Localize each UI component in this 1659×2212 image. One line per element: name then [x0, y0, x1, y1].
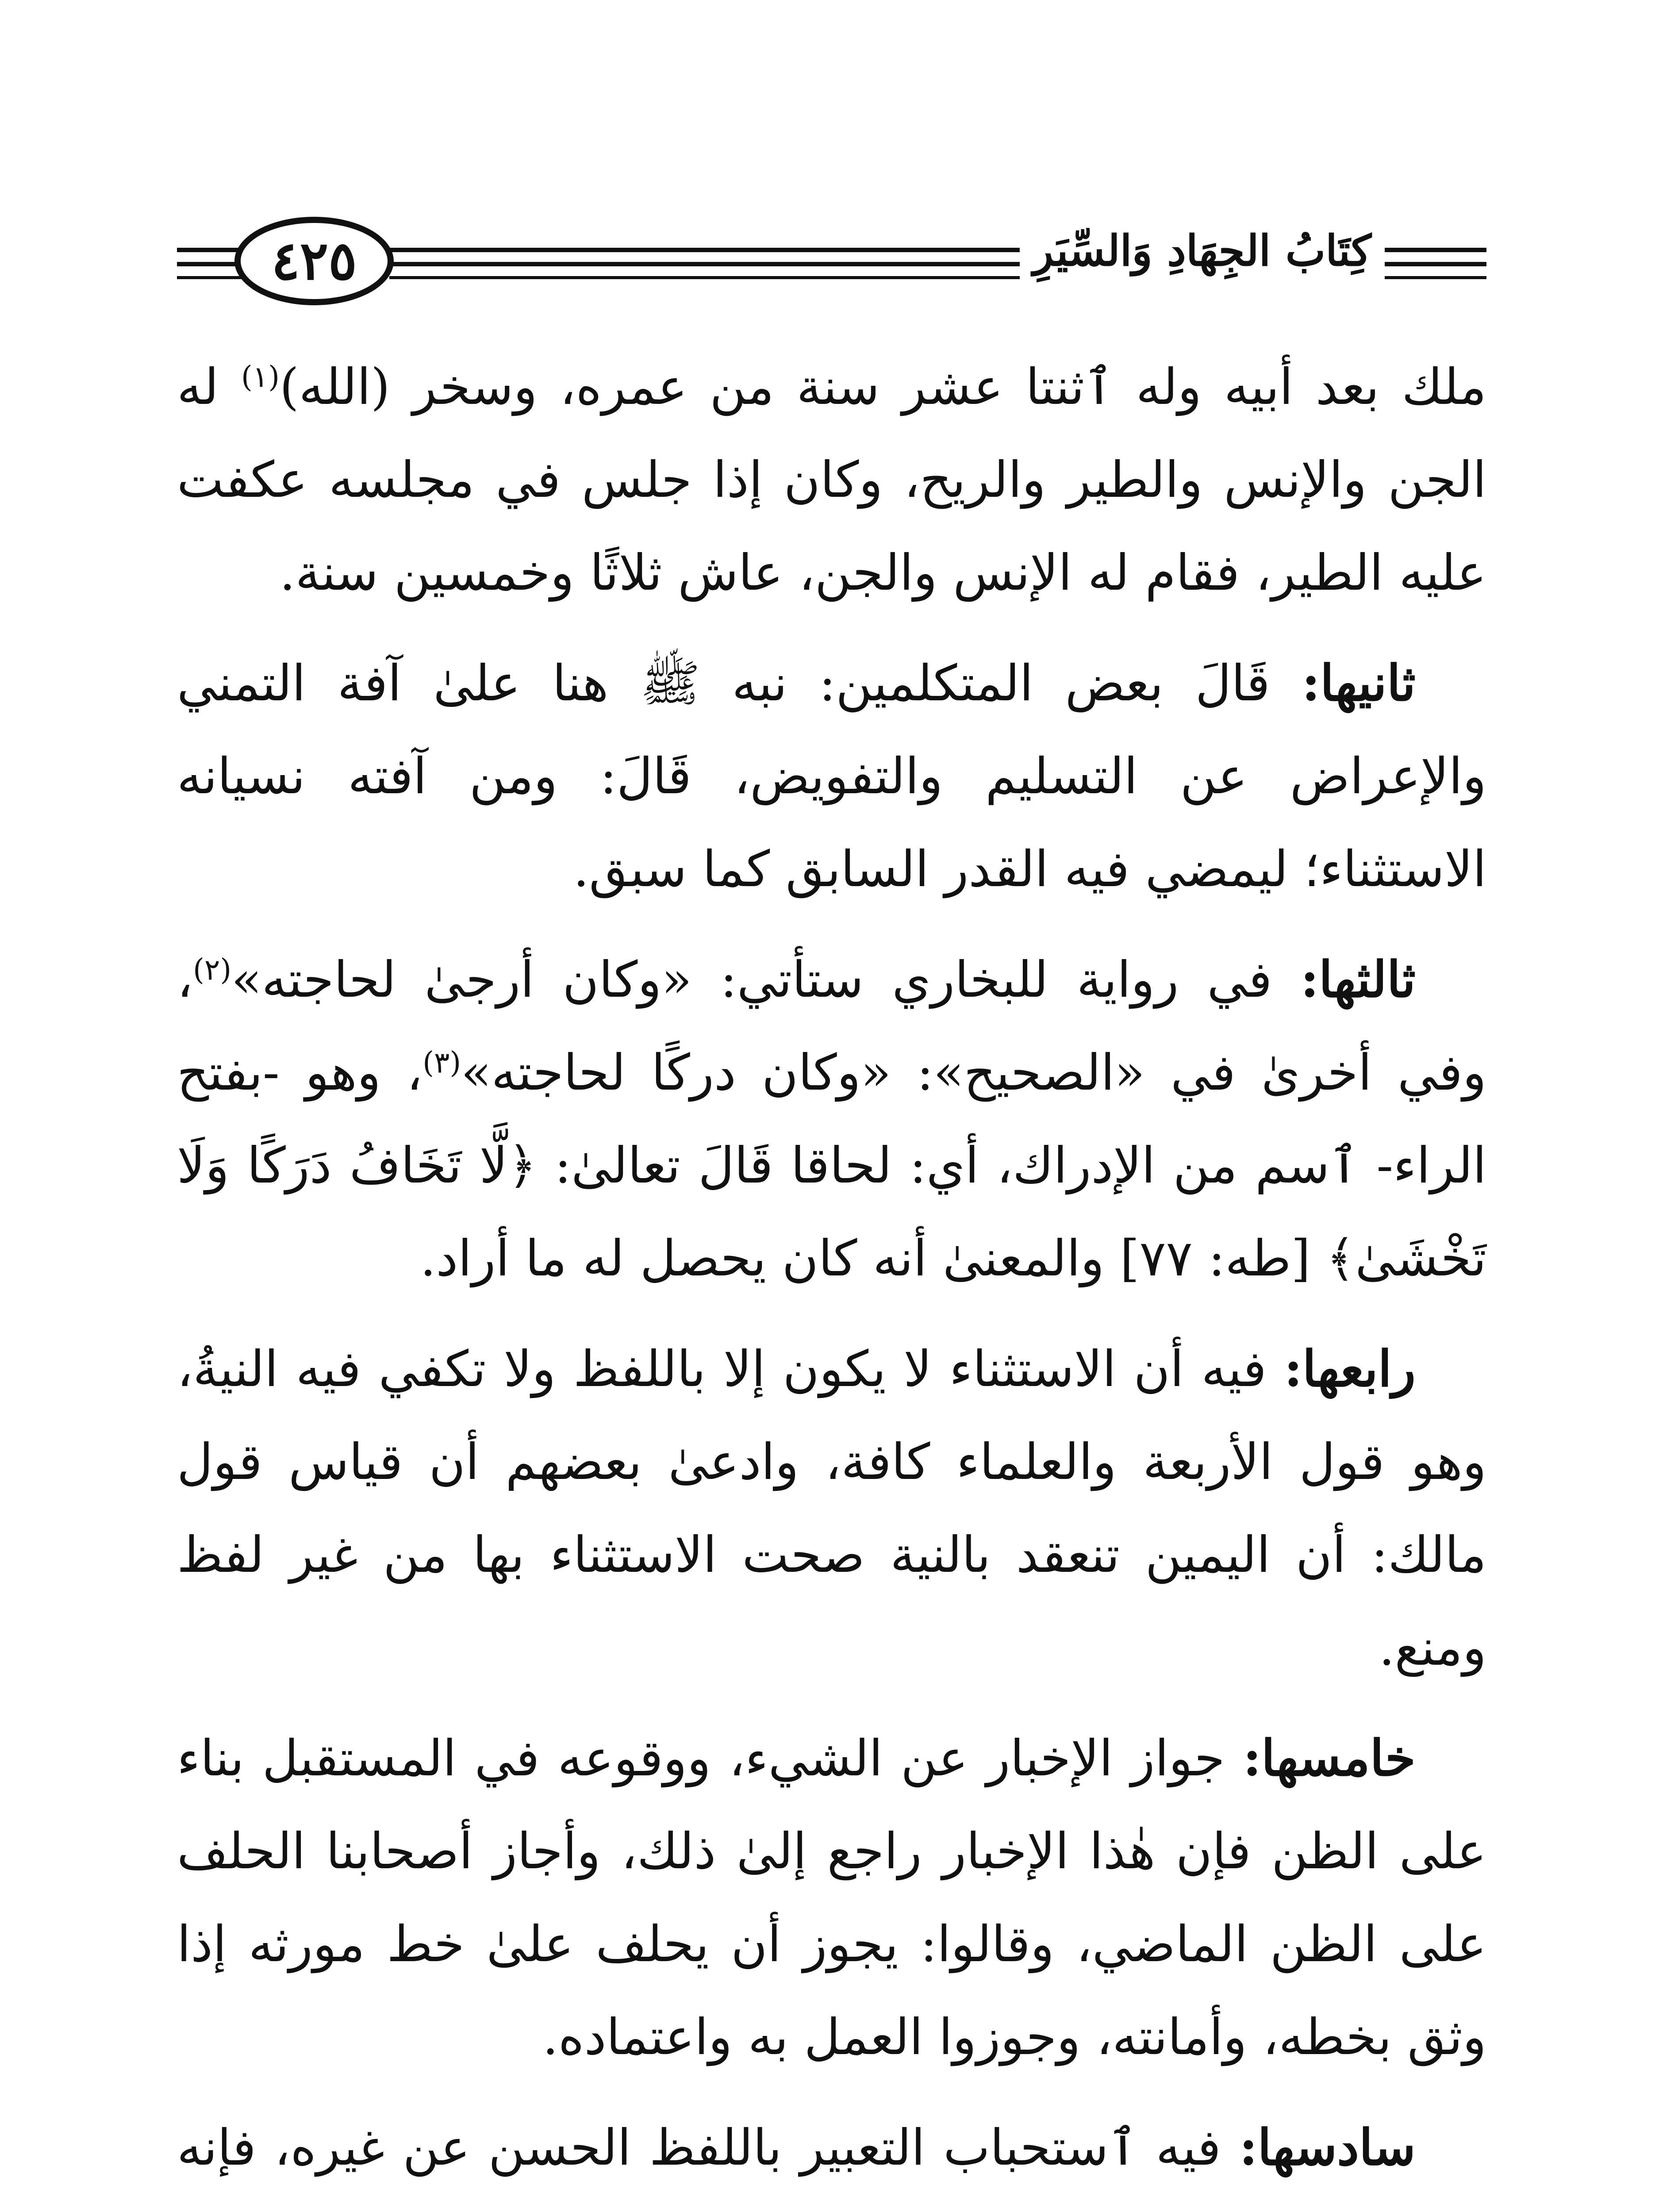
paragraph	[177, 933, 1486, 1305]
running-header	[177, 208, 1486, 323]
paragraph-text: في رواية للبخاري ستأتي: «وكان أرجىٰ لحاجته»	[231, 951, 1301, 1009]
paragraph	[177, 637, 1486, 916]
paragraph-text: له الجن والإنس والطير والريح، وكان إذا جلس في مجلسه عكفت عليه الطير، فقام له الإنس والجن، عاش ثلاثًا وخمسين سنة.	[177, 358, 1486, 602]
footnote-marker: (٣)	[422, 1045, 461, 1080]
paragraph-text: ، وهو -بفتح الراء- ٱسم من الإدراك، أي: لحاقا قَالَ تعالىٰ: ﴿لَّا تَخَافُ دَرَكًا وَلَا تَخْشَىٰ﴾ [طه: ٧٧] والمعنىٰ أنه كان يحصل له ما أراد.	[177, 1044, 1487, 1287]
header-rule-left	[177, 262, 243, 266]
paragraph	[177, 1323, 1486, 1694]
book-title: كِتَابُ الجِهَادِ وَالسِّيَرِ	[1020, 217, 1385, 285]
section-lead: رابعها:	[1284, 1340, 1416, 1398]
paragraph	[177, 341, 1486, 619]
main-text	[177, 341, 1486, 2212]
page-number: ٤٢٥	[271, 230, 357, 292]
footnote-marker: (٢)	[193, 952, 232, 987]
paragraph-text: ملك بعد أبيه وله ٱثنتا عشر سنة من عمره، وسخر (الله)	[279, 358, 1486, 416]
section-lead: خامسها:	[1243, 1729, 1416, 1787]
section-lead: ثانيها:	[1302, 654, 1416, 712]
header-rule-left	[177, 248, 243, 252]
paragraph-text: ، وفي أخرىٰ في «الصحيح»: «وكان دركًا لحاجته»	[177, 951, 1487, 1102]
section-lead: ثالثها:	[1300, 951, 1416, 1009]
section-lead: سادسها:	[1239, 2119, 1416, 2177]
paragraph	[177, 2101, 1486, 2212]
paragraph-text: جواز الإخبار عن الشيء، ووقوعه في المستقبل بناء على الظن فإن هٰذا الإخبار راجع إلىٰ ذلك، وأجاز أصحابنا الحلف على الظن الماضي، وقالوا: يجوز أن يحلف علىٰ خط مورثه إذا وثق بخطه، وأمانته، وجوزوا العمل به واعتماده.	[177, 1730, 1486, 2066]
paragraph	[177, 1712, 1486, 2084]
page-number-badge	[234, 217, 394, 305]
paragraph-text: فيه ٱستحباب التعبير باللفظ الحسن عن غيره، فإنه	[177, 2119, 1221, 2177]
paragraph-text: فيه أن الاستثناء لا يكون إلا باللفظ ولا تكفي فيه النيةُ، وهو قول الأربعة والعلماء كافة، وادعىٰ بعضهم أن قياس قول مالك: أن اليمين تنعقد بالنية صحت الاستثناء بها من غير لفظ ومنع.	[177, 1340, 1487, 1677]
header-rule-left	[177, 276, 243, 279]
paragraph-text: قَالَ بعض المتكلمين: نبه ﷺ هنا علىٰ آفة التمني والإعراض عن التسليم والتفويض، قَالَ: ومن آفته نسيانه الاستثناء؛ ليمضي فيه القدر السابق كما سبق.	[177, 655, 1486, 898]
footnote-marker: (١)	[241, 360, 280, 394]
